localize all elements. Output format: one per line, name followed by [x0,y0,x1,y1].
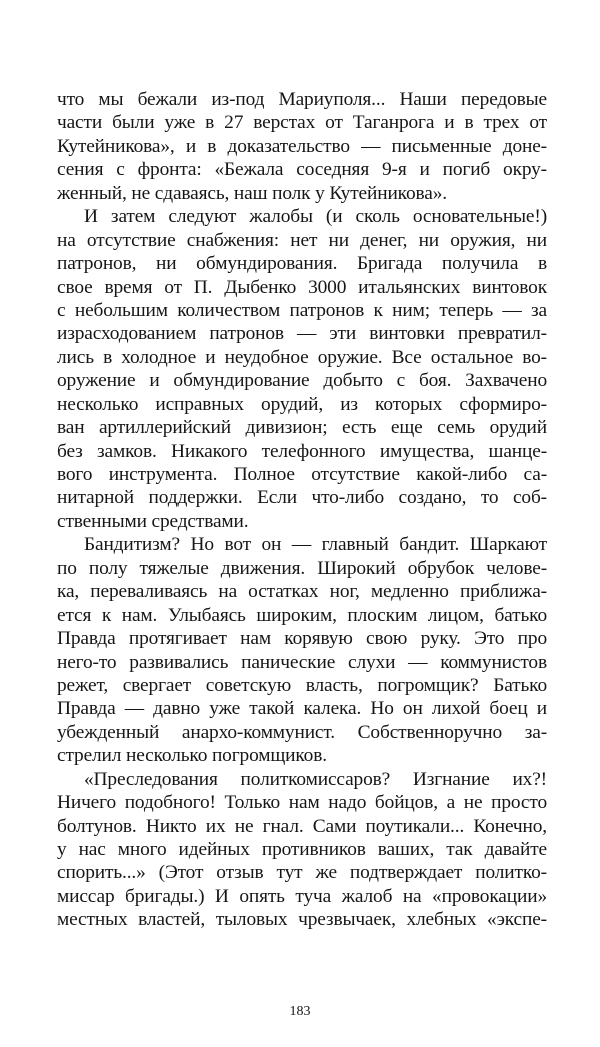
text-line: израсходованием патронов — эти винтовки превратил- [57,323,547,345]
text-line: стрелил несколько погромщиков. [57,745,327,767]
text-line: несколько исправных орудий, из которых сформиро- [57,393,547,415]
page-body [57,88,547,932]
text-line: Правда протягивает нам корявую свою руку. Это про [57,628,547,650]
text-line: Кутейникова», и в доказательство — письменные доне- [57,135,547,157]
text-line: части были уже в 27 верстах от Таганрога и в трех от [57,112,547,134]
text-line: болтунов. Никто их не гнал. Сами поутикали... Конечно, [57,815,547,837]
paragraph [57,533,547,767]
text-line: убежденный анархо-коммунист. Собственноручно за- [57,721,547,743]
text-line: режет, свергает советскую власть, погромщик? Батько [57,674,547,696]
paragraph [57,768,547,932]
text-line: И затем следуют жалобы (и сколь основательные!) [84,206,547,228]
text-line: лись в холодное и неудобное оружие. Все остальное во- [57,346,547,368]
text-line: спорить...» (Этот отзыв тут же подтверждает политко- [57,862,547,884]
text-line: у нас много идейных противников ваших, так давайте [57,839,547,860]
text-line: Ничего подобного! Только нам надо бойцов, а не просто [57,792,547,814]
text-line: свое время от П. Дыбенко 3000 итальянских винтовок [57,276,547,298]
text-line: сения с фронта: «Бежала соседняя 9-я и погиб окру- [57,159,547,181]
text-line: женный, не сдаваясь, наш полк у Кутейникова». [57,182,447,204]
text-line: патронов, ни обмундирования. Бригада получила в [57,253,547,275]
text-line: местных властей, тыловых чрезвычаек, хлебных «экспе- [57,909,547,931]
text-line: Бандитизм? Но вот он — главный бандит. Шаркают [84,534,547,556]
text-line: без замков. Никакого телефонного имущества, шанце- [57,440,547,462]
text-line: с небольшим количеством патронов к ним; теперь — за [57,299,547,321]
text-line: «Преследования политкомиссаров? Изгнание их?! [84,768,547,790]
text-line: ственными средствами. [57,510,249,532]
text-line: него-то развивались панические слухи — коммунистов [57,651,547,673]
paragraph [57,88,547,205]
text-line: ка, переваливаясь на остатках ног, медленно приближа- [57,581,547,603]
text-line: на отсутствие снабжения: нет ни денег, ни оружия, ни [57,229,547,251]
paragraph [57,205,547,533]
text-line: оружение и обмундирование добыто с боя. Захвачено [57,370,547,392]
text-line: ется к нам. Улыбаясь широким, плоским лицом, батько [57,604,547,626]
text-line: нитарной поддержки. Если что-либо создано, то соб- [57,487,547,509]
page-number: 183 [289,1004,311,1019]
text-line: Правда — давно уже такой калека. Но он лихой боец и [57,698,547,720]
text-line: что мы бежали из-под Мариуполя... Наши передовые [57,89,547,110]
text-line: по полу тяжелые движения. Широкий обрубок челове- [57,557,547,579]
text-line: миссар бригады.) И опять туча жалоб на «провокации» [57,885,547,907]
text-line: ван артиллерийский дивизион; есть еще семь орудий [57,417,547,439]
text-line: вого инструмента. Полное отсутствие какой-либо са- [57,464,547,485]
